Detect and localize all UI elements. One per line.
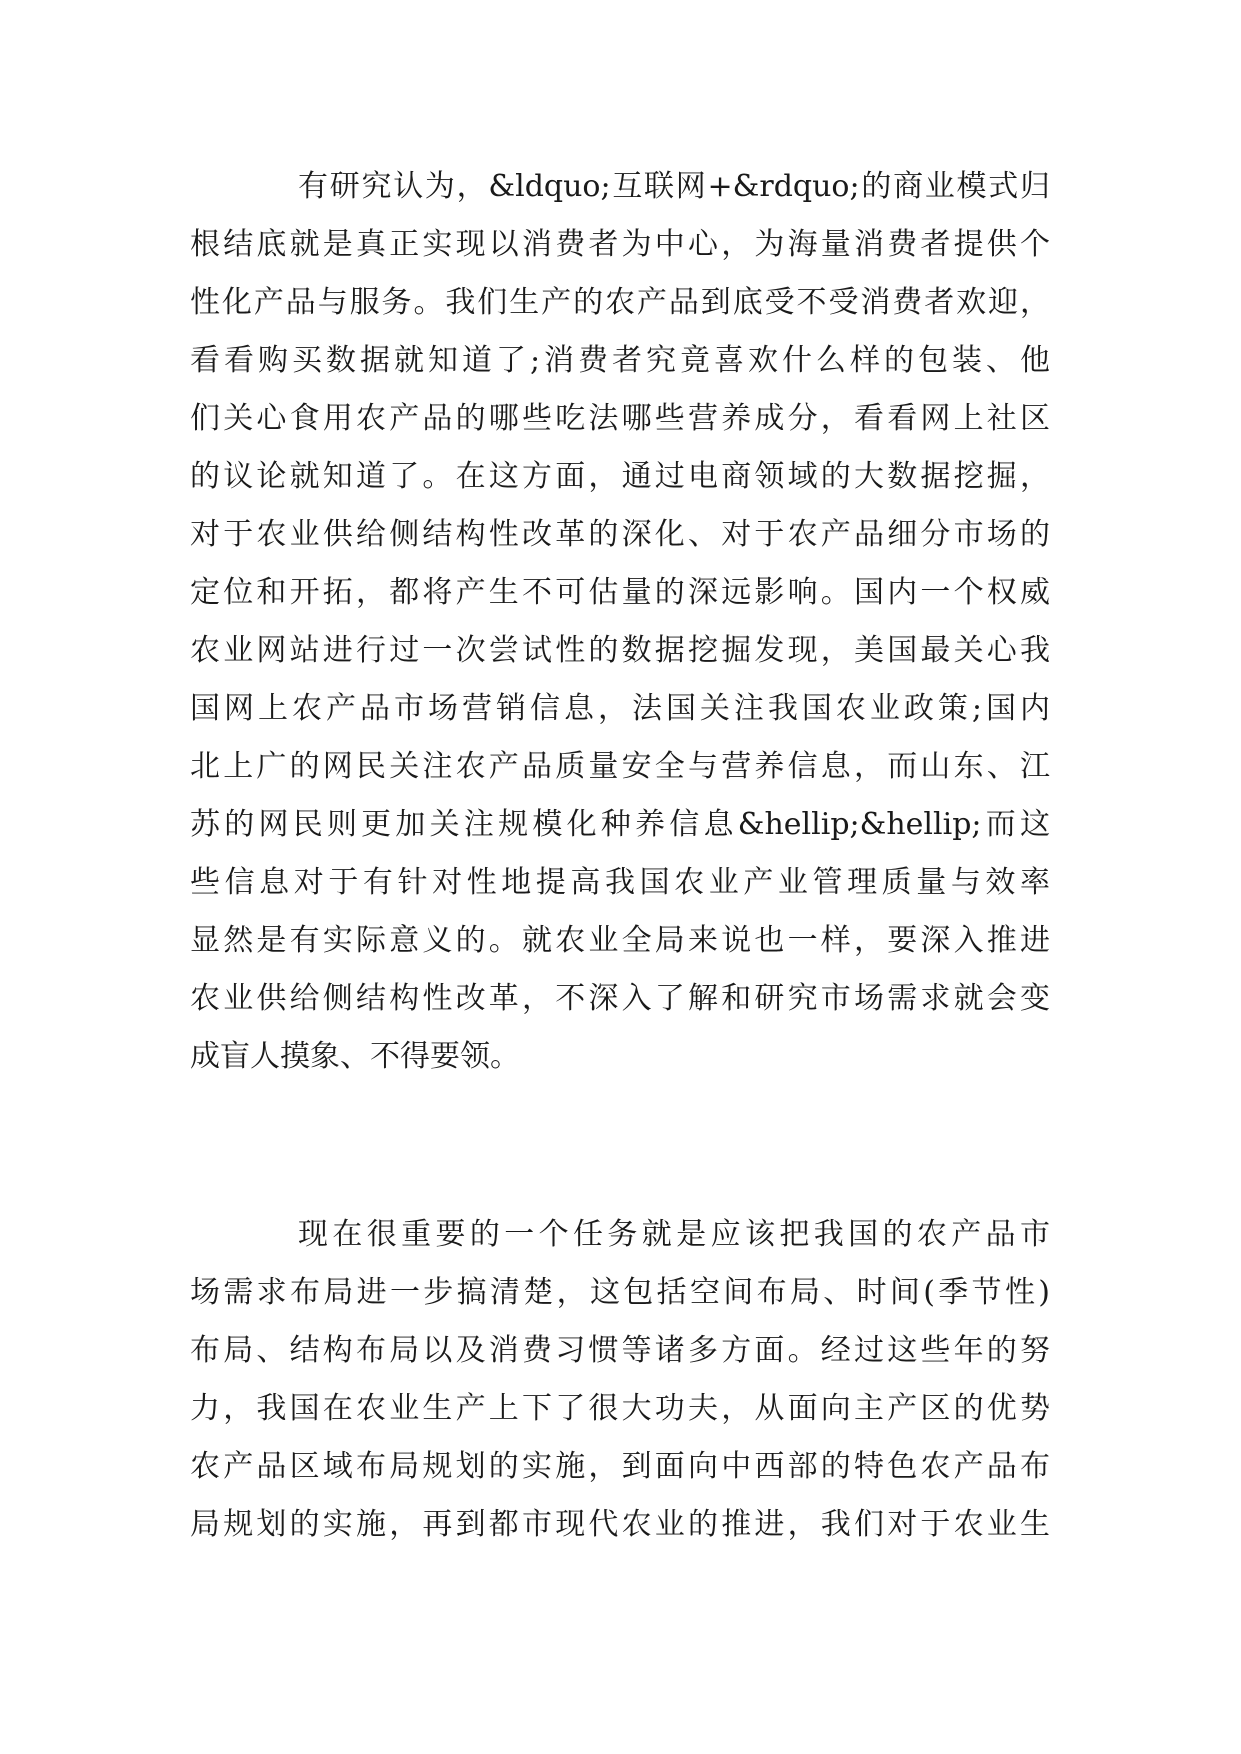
paragraph-line: 性化产品与服务。我们生产的农产品到底受不受消费者欢迎，: [190, 285, 1050, 320]
paragraph-line: 场需求布局进一步搞清楚，这包括空间布局、时间(季节性): [190, 1275, 1050, 1310]
paragraph-line: 有研究认为，&ldquo;互联网+&rdquo;的商业模式归: [298, 169, 1050, 204]
paragraph-line: 看看购买数据就知道了;消费者究竟喜欢什么样的包装、他: [190, 343, 1050, 378]
paragraph-line: 布局、结构布局以及消费习惯等诸多方面。经过这些年的努: [190, 1333, 1050, 1368]
paragraph-line: 国网上农产品市场营销信息，法国关注我国农业政策;国内: [190, 691, 1050, 726]
paragraph-line: 根结底就是真正实现以消费者为中心，为海量消费者提供个: [190, 227, 1050, 262]
paragraph-2: [190, 1206, 1050, 1554]
paragraph-line: 们关心食用农产品的哪些吃法哪些营养成分，看看网上社区: [190, 401, 1050, 436]
paragraph-line: 显然是有实际意义的。就农业全局来说也一样，要深入推进: [190, 923, 1050, 958]
paragraph-line: 局规划的实施，再到都市现代农业的推进，我们对于农业生: [190, 1507, 1050, 1542]
paragraph-line: 苏的网民则更加关注规模化种养信息&hellip;&hellip;而这: [190, 807, 1050, 842]
paragraph-line: 农业供给侧结构性改革，不深入了解和研究市场需求就会变: [190, 981, 1050, 1016]
paragraph-line: 些信息对于有针对性地提高我国农业产业管理质量与效率: [190, 865, 1050, 900]
paragraph-line: 定位和开拓，都将产生不可估量的深远影响。国内一个权威: [190, 575, 1050, 610]
paragraph-1: [190, 158, 1050, 1086]
paragraph-line: 力，我国在农业生产上下了很大功夫，从面向主产区的优势: [190, 1391, 1050, 1426]
paragraph-line: 的议论就知道了。在这方面，通过电商领域的大数据挖掘，: [190, 459, 1050, 494]
paragraph-line: 成盲人摸象、不得要领。: [190, 1039, 520, 1074]
paragraph-line: 北上广的网民关注农产品质量安全与营养信息，而山东、江: [190, 749, 1050, 784]
paragraph-line: 对于农业供给侧结构性改革的深化、对于农产品细分市场的: [190, 517, 1050, 552]
paragraph-line: 农产品区域布局规划的实施，到面向中西部的特色农产品布: [190, 1449, 1050, 1484]
paragraph-line: 农业网站进行过一次尝试性的数据挖掘发现，美国最关心我: [190, 633, 1050, 668]
paragraph-line: 现在很重要的一个任务就是应该把我国的农产品市: [298, 1217, 1050, 1252]
